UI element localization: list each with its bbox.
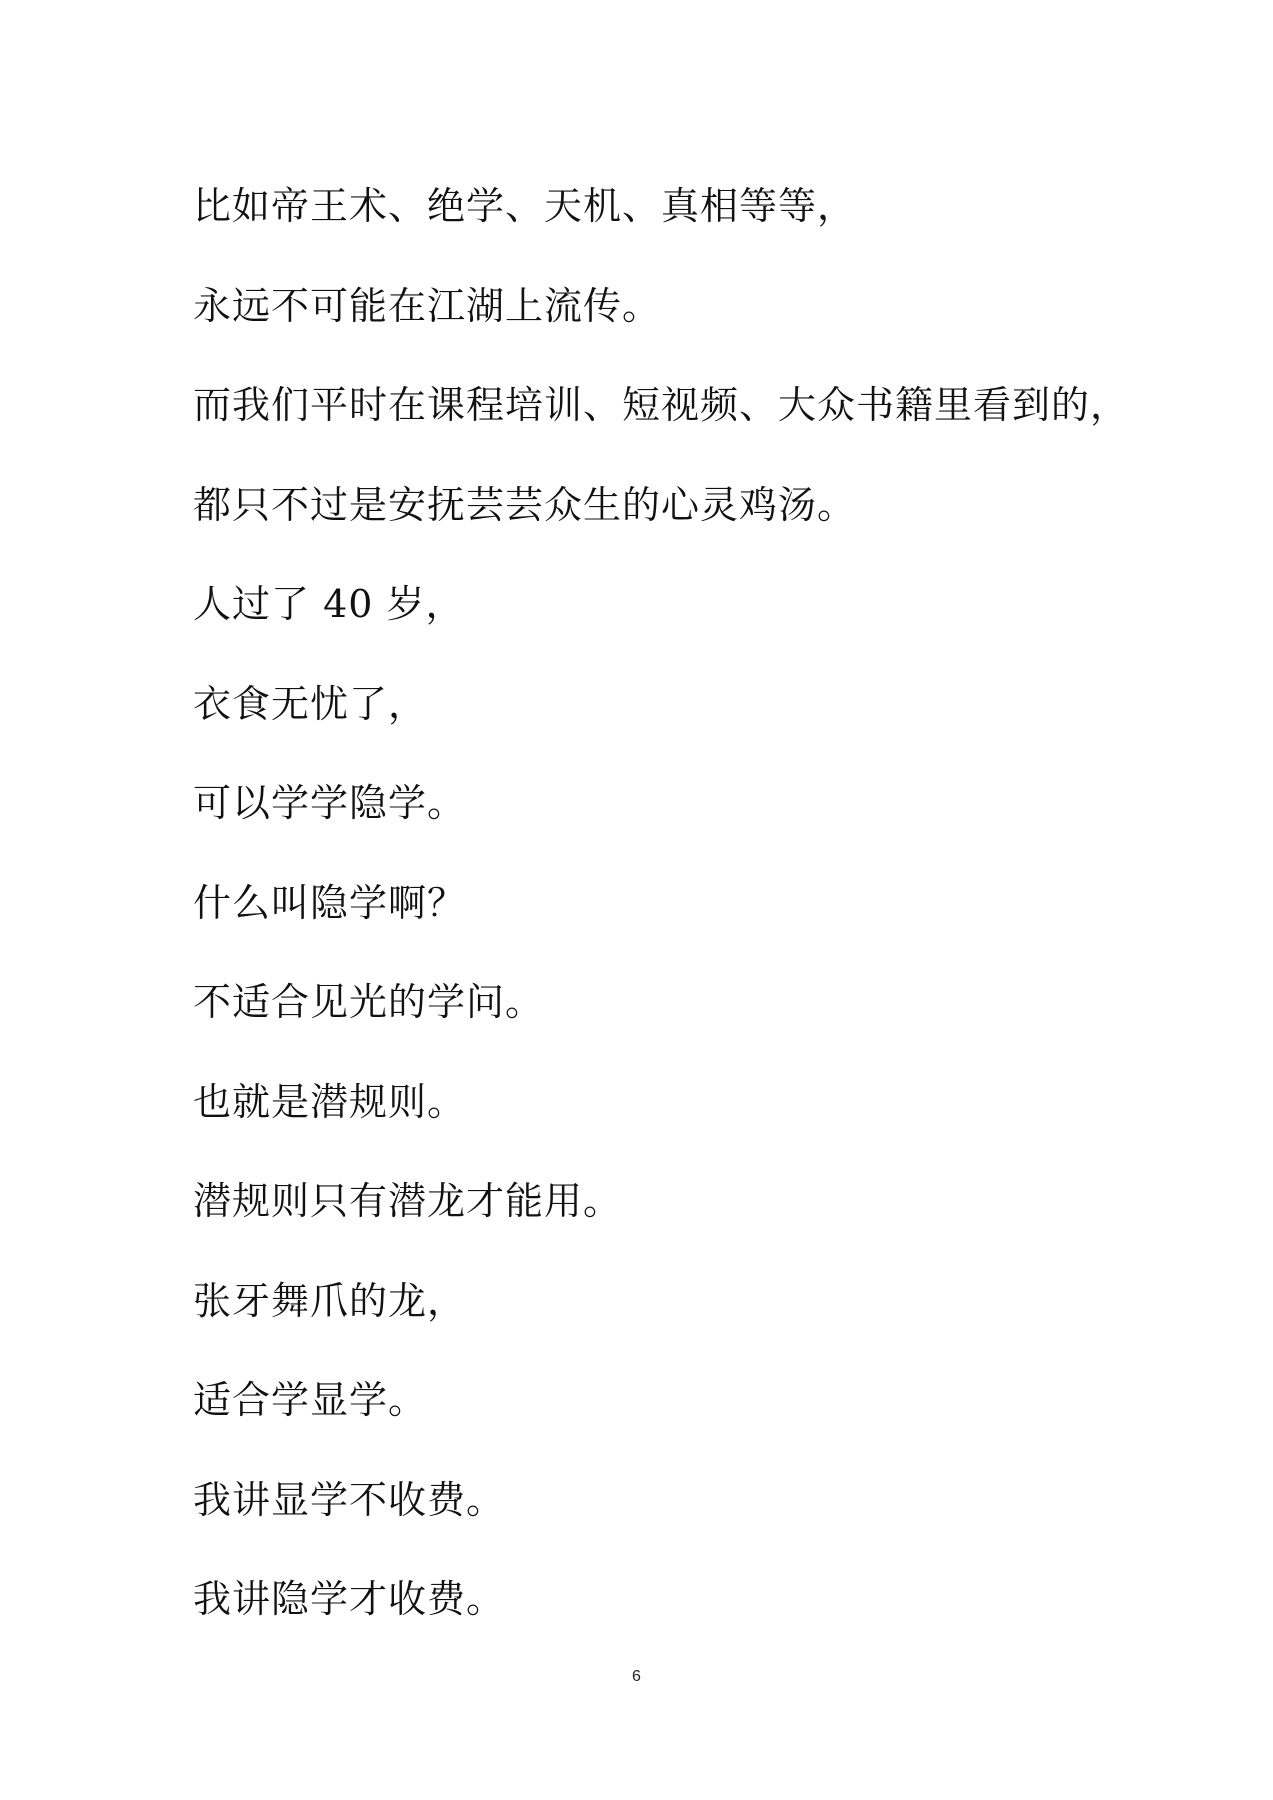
text-line: 不适合见光的学问。 — [193, 980, 545, 1024]
text-line: 都只不过是安抚芸芸众生的心灵鸡汤。 — [193, 482, 857, 527]
text-line: 而我们平时在课程培训、短视频、大众书籍里看到的， — [193, 383, 1130, 427]
text-line: 永远不可能在江湖上流传。 — [193, 283, 662, 328]
page-number: 6 — [632, 1668, 641, 1685]
text-line: 比如帝王术、绝学、天机、真相等等， — [193, 184, 857, 228]
text-line: 适合学显学。 — [193, 1378, 428, 1422]
text-line: 也就是潜规则。 — [193, 1079, 467, 1124]
text-line: 可以学学隐学。 — [193, 781, 467, 825]
text-line: 潜规则只有潜龙才能用。 — [193, 1179, 623, 1223]
text-line: 什么叫隐学啊？ — [193, 880, 467, 925]
text-line: 我讲显学不收费。 — [193, 1477, 506, 1522]
text-line: 张牙舞爪的龙， — [193, 1278, 467, 1323]
text-line: 我讲隐学才收费。 — [193, 1577, 506, 1621]
text-line: 人过了 40 岁， — [193, 582, 465, 626]
text-line: 衣食无忧了， — [193, 681, 428, 726]
body-text — [193, 176, 1193, 1669]
